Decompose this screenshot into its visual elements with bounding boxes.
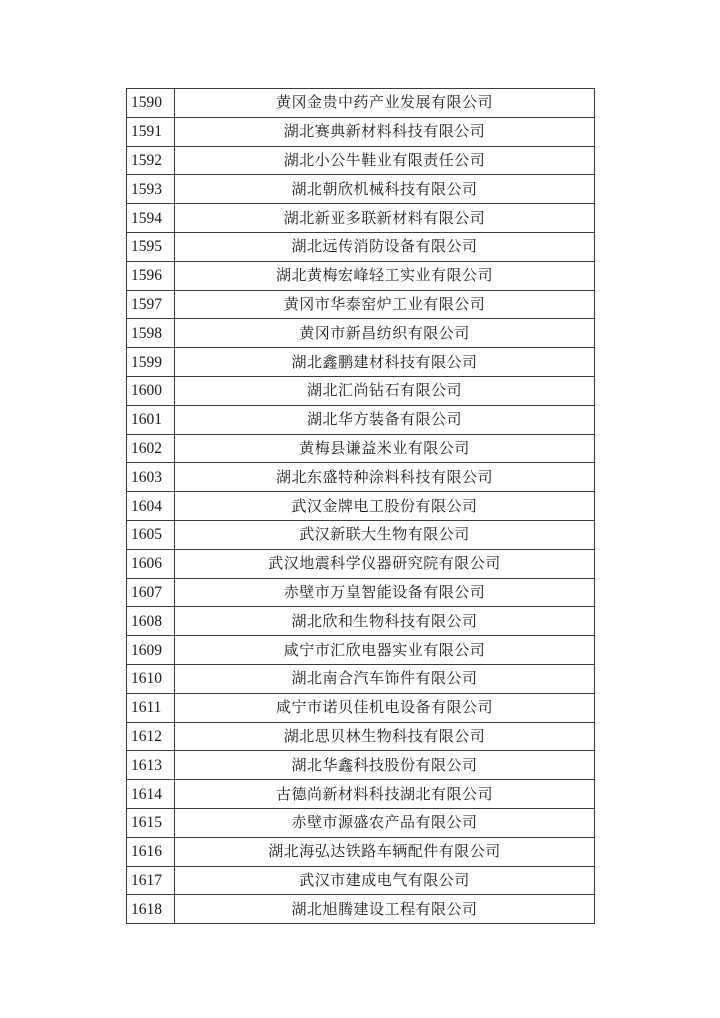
table-row	[127, 520, 595, 549]
row-number: 1597	[127, 290, 175, 319]
company-name: 武汉金牌电工股份有限公司	[175, 492, 595, 521]
row-number: 1605	[127, 520, 175, 549]
row-number: 1609	[127, 636, 175, 665]
company-name: 赤壁市万皇智能设备有限公司	[175, 578, 595, 607]
table-row	[127, 232, 595, 261]
company-name: 黄冈金贵中药产业发展有限公司	[175, 89, 595, 118]
table-row	[127, 722, 595, 751]
row-number: 1607	[127, 578, 175, 607]
row-number: 1610	[127, 664, 175, 693]
table-row	[127, 117, 595, 146]
row-number: 1595	[127, 232, 175, 261]
company-list-body	[127, 89, 595, 924]
row-number: 1593	[127, 175, 175, 204]
table-row	[127, 146, 595, 175]
table-row	[127, 636, 595, 665]
row-number: 1601	[127, 405, 175, 434]
row-number: 1608	[127, 607, 175, 636]
row-number: 1592	[127, 146, 175, 175]
table-row	[127, 348, 595, 377]
company-name: 武汉新联大生物有限公司	[175, 520, 595, 549]
row-number: 1612	[127, 722, 175, 751]
row-number: 1606	[127, 549, 175, 578]
table-row	[127, 204, 595, 233]
company-name: 湖北鑫鹏建材科技有限公司	[175, 348, 595, 377]
company-name: 湖北旭腾建设工程有限公司	[175, 895, 595, 924]
company-name: 湖北思贝林生物科技有限公司	[175, 722, 595, 751]
row-number: 1596	[127, 261, 175, 290]
table-row	[127, 549, 595, 578]
company-name: 黄冈市华泰窑炉工业有限公司	[175, 290, 595, 319]
company-name: 黄梅县谦益米业有限公司	[175, 434, 595, 463]
row-number: 1603	[127, 463, 175, 492]
table-row	[127, 607, 595, 636]
table-row	[127, 578, 595, 607]
table-row	[127, 434, 595, 463]
company-name: 武汉地震科学仪器研究院有限公司	[175, 549, 595, 578]
company-name: 湖北新亚多联新材料有限公司	[175, 204, 595, 233]
row-number: 1614	[127, 780, 175, 809]
company-name: 湖北小公牛鞋业有限责任公司	[175, 146, 595, 175]
row-number: 1600	[127, 376, 175, 405]
company-name: 湖北华方装备有限公司	[175, 405, 595, 434]
row-number: 1594	[127, 204, 175, 233]
row-number: 1602	[127, 434, 175, 463]
row-number: 1599	[127, 348, 175, 377]
table-row	[127, 837, 595, 866]
company-name: 赤壁市源盛农产品有限公司	[175, 808, 595, 837]
company-list-table	[126, 88, 595, 924]
row-number: 1604	[127, 492, 175, 521]
row-number: 1591	[127, 117, 175, 146]
row-number: 1590	[127, 89, 175, 118]
company-name: 湖北远传消防设备有限公司	[175, 232, 595, 261]
row-number: 1618	[127, 895, 175, 924]
company-name: 湖北东盛特种涂料科技有限公司	[175, 463, 595, 492]
company-name: 湖北华鑫科技股份有限公司	[175, 751, 595, 780]
table-row	[127, 895, 595, 924]
row-number: 1611	[127, 693, 175, 722]
company-name: 湖北黄梅宏峰轻工实业有限公司	[175, 261, 595, 290]
table-row	[127, 751, 595, 780]
table-row	[127, 492, 595, 521]
company-name: 咸宁市汇欣电器实业有限公司	[175, 636, 595, 665]
table-row	[127, 405, 595, 434]
table-row	[127, 808, 595, 837]
company-name: 咸宁市诺贝佳机电设备有限公司	[175, 693, 595, 722]
table-row	[127, 175, 595, 204]
table-row	[127, 319, 595, 348]
company-name: 湖北汇尚钻石有限公司	[175, 376, 595, 405]
row-number: 1598	[127, 319, 175, 348]
table-row	[127, 866, 595, 895]
table-row	[127, 780, 595, 809]
table-row	[127, 664, 595, 693]
row-number: 1617	[127, 866, 175, 895]
company-name: 湖北欣和生物科技有限公司	[175, 607, 595, 636]
company-name: 古德尚新材料科技湖北有限公司	[175, 780, 595, 809]
company-name: 湖北海弘达铁路车辆配件有限公司	[175, 837, 595, 866]
company-name: 湖北朝欣机械科技有限公司	[175, 175, 595, 204]
row-number: 1615	[127, 808, 175, 837]
company-name: 湖北赛典新材料科技有限公司	[175, 117, 595, 146]
company-name: 黄冈市新昌纺织有限公司	[175, 319, 595, 348]
table-row	[127, 376, 595, 405]
company-name: 湖北南合汽车饰件有限公司	[175, 664, 595, 693]
row-number: 1616	[127, 837, 175, 866]
table-row	[127, 89, 595, 118]
table-row	[127, 693, 595, 722]
table-row	[127, 463, 595, 492]
row-number: 1613	[127, 751, 175, 780]
table-row	[127, 290, 595, 319]
table-row	[127, 261, 595, 290]
company-name: 武汉市建成电气有限公司	[175, 866, 595, 895]
